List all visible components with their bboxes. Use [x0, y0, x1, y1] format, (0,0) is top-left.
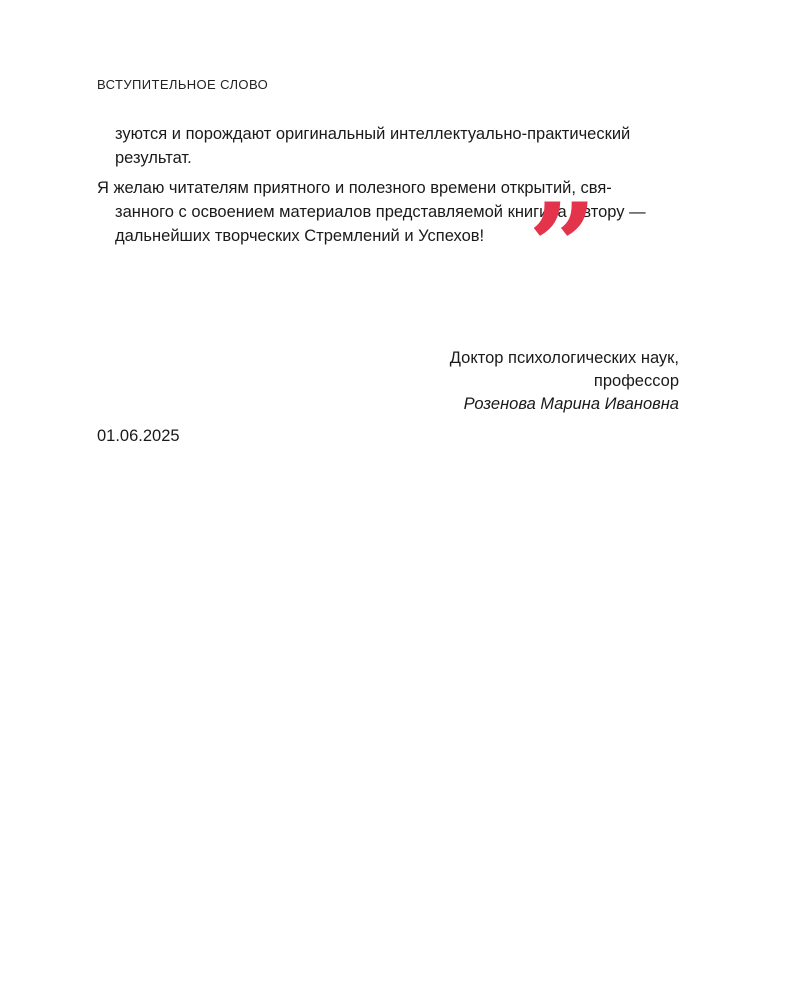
paragraph-wishes: [97, 176, 697, 248]
closing-quote-icon: ”: [528, 177, 598, 318]
signature-rank: профессор: [593, 372, 679, 390]
paragraph-line: дальнейших творческих Стремлений и Успехов!: [115, 227, 485, 245]
paragraph-line: занного с освоением материалов представляемой книги, а Автору —: [115, 203, 646, 221]
paragraph-line: Я желаю читателям приятного и полезного времени открытий, свя-: [97, 179, 612, 197]
paragraph-line: результат.: [115, 149, 192, 167]
paragraph-line: зуются и порождают оригинальный интеллектуально-практический: [115, 125, 631, 143]
signature-block: [450, 347, 679, 416]
running-header: ВСТУПИТЕЛЬНОЕ СЛОВО: [97, 77, 269, 92]
signature-degree: Доктор психологических наук,: [449, 349, 679, 367]
document-date: 01.06.2025: [97, 427, 180, 445]
paragraph-continuation: [97, 122, 697, 170]
signature-name: Розенова Марина Ивановна: [463, 395, 679, 413]
